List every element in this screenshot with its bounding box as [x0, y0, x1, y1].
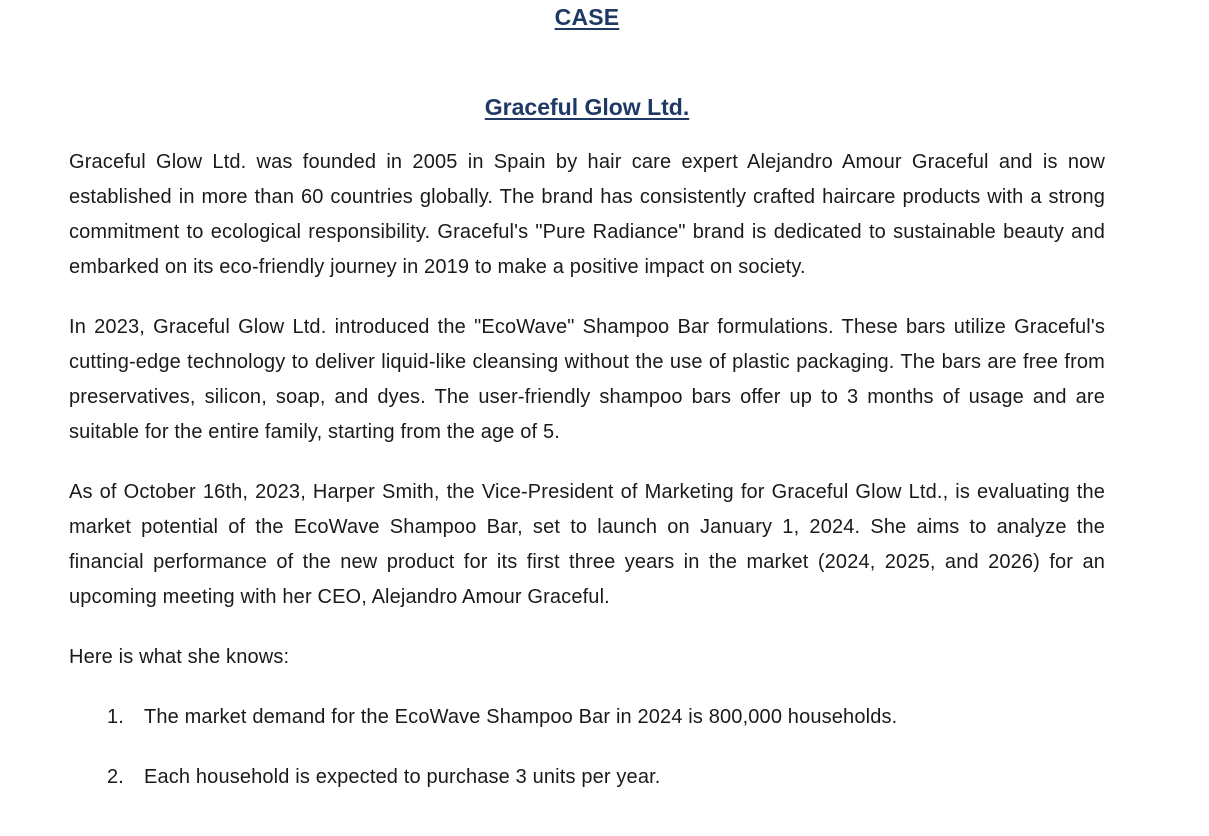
facts-list	[69, 700, 1105, 795]
list-item	[69, 760, 1105, 795]
list-item-text: Each household is expected to purchase 3 units per year.	[144, 766, 661, 788]
document-page	[69, 0, 1105, 820]
paragraph-list-intro: Here is what she knows:	[69, 646, 290, 668]
case-heading: CASE	[554, 4, 620, 30]
paragraph-product-introduction: In 2023, Graceful Glow Ltd. introduced the "EcoWave" Shampoo Bar formulations. These bars utilize Graceful's cutting-edge technology to deliver liquid-like cleansing without the use of plastic packaging. The bars are free from preservatives, silicon, soap, and dyes. The user-friendly shampoo bars offer up to 3 months of usage and are suitable for the entire family, starting from the age of 5.	[69, 316, 1105, 443]
company-heading: Graceful Glow Ltd.	[484, 94, 690, 120]
paragraph-market-evaluation: As of October 16th, 2023, Harper Smith, the Vice-President of Marketing for Graceful Glow Ltd., is evaluating the market potential of the EcoWave Shampoo Bar, set to launch on January 1, 2024. She aims to analyze the financial performance of the new product for its first three years in the market (2024, 2025, and 2026) for an upcoming meeting with her CEO, Alejandro Amour Graceful.	[69, 481, 1105, 608]
list-item	[69, 700, 1105, 735]
list-item-number: 1.	[107, 706, 124, 728]
list-item-number: 2.	[107, 766, 124, 788]
list-item-text: The market demand for the EcoWave Shampoo Bar in 2024 is 800,000 households.	[144, 706, 898, 728]
paragraph-company-background: Graceful Glow Ltd. was founded in 2005 in Spain by hair care expert Alejandro Amour Graceful and is now established in more than 60 countries globally. The brand has consistently crafted haircare products with a strong commitment to ecological responsibility. Graceful's "Pure Radiance" brand is dedicated to sustainable beauty and embarked on its eco-friendly journey in 2019 to make a positive impact on society.	[69, 151, 1105, 278]
